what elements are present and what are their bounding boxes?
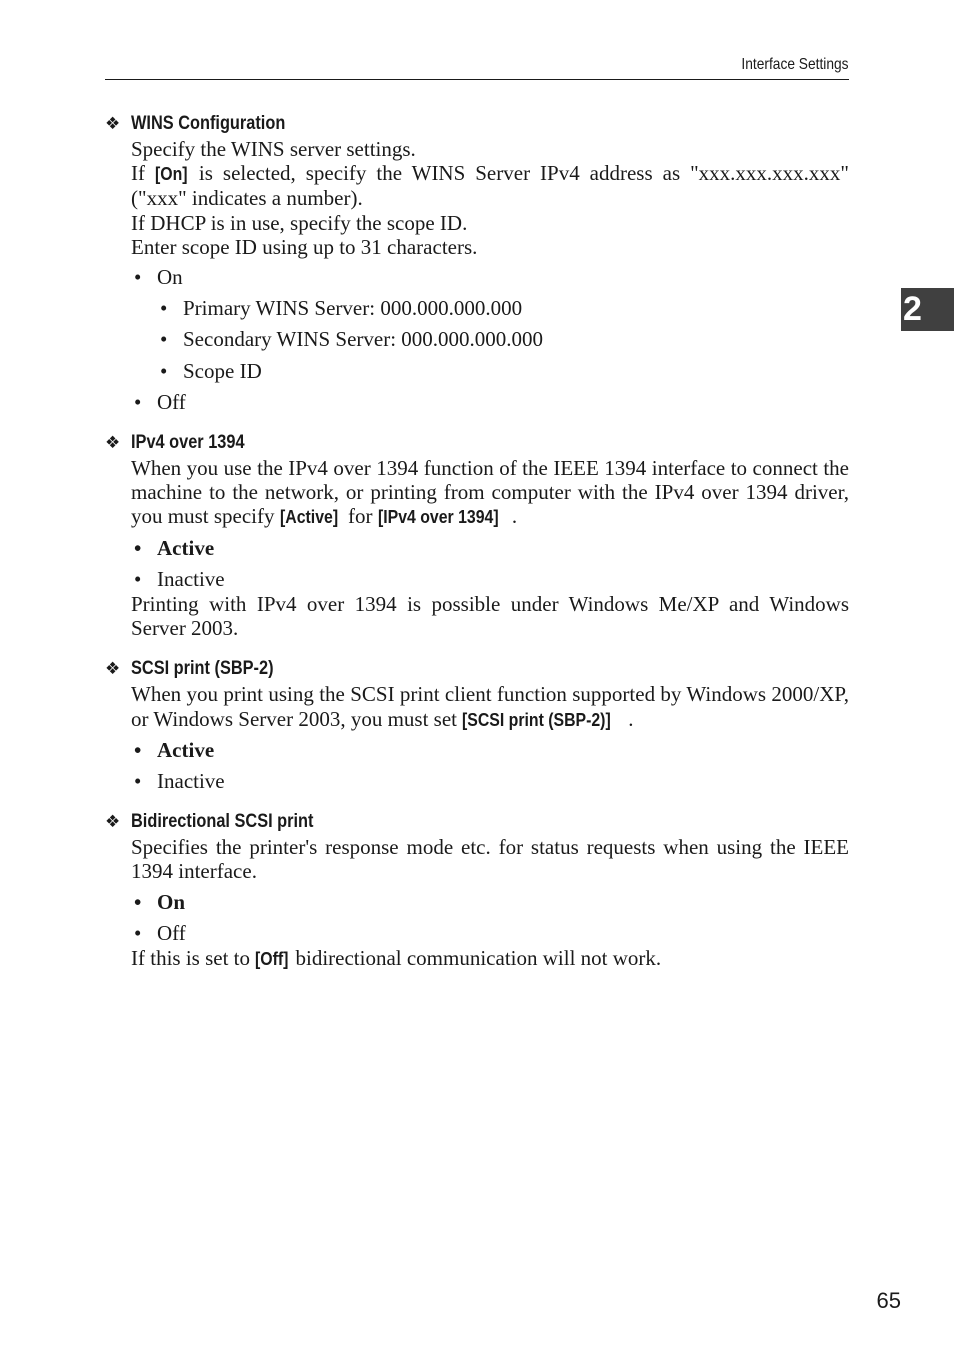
text-run: When you print using the SCSI print client function supported by Windows 2000/XP, or Windows Server 2003, you must set [131,682,849,731]
section-heading [105,808,849,835]
list-item [131,265,849,383]
paragraph: Specifies the printer's response mode etc. for status requests when using the IEEE 1394 interface. [131,835,849,884]
paragraph: Specify the WINS server settings. [131,137,416,161]
text-run: If this is set to [131,946,256,971]
section-scsi-print [105,655,849,793]
section-body [131,682,849,793]
diamond-bullet-icon: ❖ [105,659,121,679]
list-item: • Primary WINS Server: 000.000.000.000 [157,296,849,320]
section-ipv4-over-1394 [105,429,849,640]
section-body [131,835,849,971]
key-label-scsi-print: [SCSI print (SBP-2)] [462,709,611,730]
section-heading-text: WINS Configuration [131,113,286,134]
list-item: • Off [131,921,849,945]
option-list [131,536,849,591]
page-number: 65 [876,1288,901,1313]
section-body [131,137,849,414]
option-list [131,265,849,414]
section-heading [105,429,849,456]
paragraph [131,682,849,731]
text-run: . [628,706,634,731]
section-heading [105,110,849,137]
key-label-on: [On] [154,164,188,185]
section-heading-text: IPv4 over 1394 [131,432,245,454]
section-heading [105,655,849,682]
list-item: • Inactive [131,567,849,591]
text-run: is selected, specify the WINS Server IPv4 address as "xxx.xxx.xxx.xxx" ("xxx" indicates a number). [131,161,849,211]
option-label: On [157,265,183,290]
chapter-tab: 2 [901,288,954,331]
section-bidirectional-scsi-print [105,808,849,971]
option-list [131,890,849,945]
list-item-default: • On [131,890,849,914]
diamond-bullet-icon: ❖ [105,433,121,453]
list-item: • Off [131,390,849,414]
key-label-ipv4-over-1394: [IPv4 over 1394] [377,507,499,528]
list-item: • Inactive [131,769,849,793]
section-heading-text: Bidirectional SCSI print [131,811,314,833]
key-label-active: [Active] [279,507,338,528]
paragraph [131,946,849,971]
list-item-default: • Active [131,738,849,762]
list-item-default: • Active [131,536,849,560]
paragraph [131,456,849,530]
section-heading-text: SCSI print (SBP-2) [131,658,274,680]
text-run: If [131,161,155,186]
paragraph [131,161,849,210]
page-header-title: Interface Settings [741,56,849,73]
page-content [105,110,849,986]
diamond-bullet-icon: ❖ [105,114,121,133]
text-run: When you use the IPv4 over 1394 function of the IEEE 1394 interface to connect the machine to the network, or printing from computer with the IPv4 over 1394 driver, you must specify [131,456,849,529]
sub-option-list [157,296,849,383]
diamond-bullet-icon: ❖ [105,812,121,832]
list-item: • Scope ID [157,359,849,383]
section-wins-configuration [105,110,849,414]
list-item: • Secondary WINS Server: 000.000.000.000 [157,327,849,351]
paragraph: If DHCP is in use, specify the scope ID. [131,210,468,235]
section-body [131,456,849,640]
key-label-off: [Off] [255,949,289,970]
paragraph: Enter scope ID using up to 31 characters. [131,234,478,259]
option-list [131,738,849,793]
paragraph: Printing with IPv4 over 1394 is possible under Windows Me/XP and Windows Server 2003. [131,592,849,641]
header-rule [105,79,849,80]
text-run: for [342,504,378,529]
text-run: . [511,504,518,529]
text-run: bidirectional communication will not work. [290,946,662,971]
